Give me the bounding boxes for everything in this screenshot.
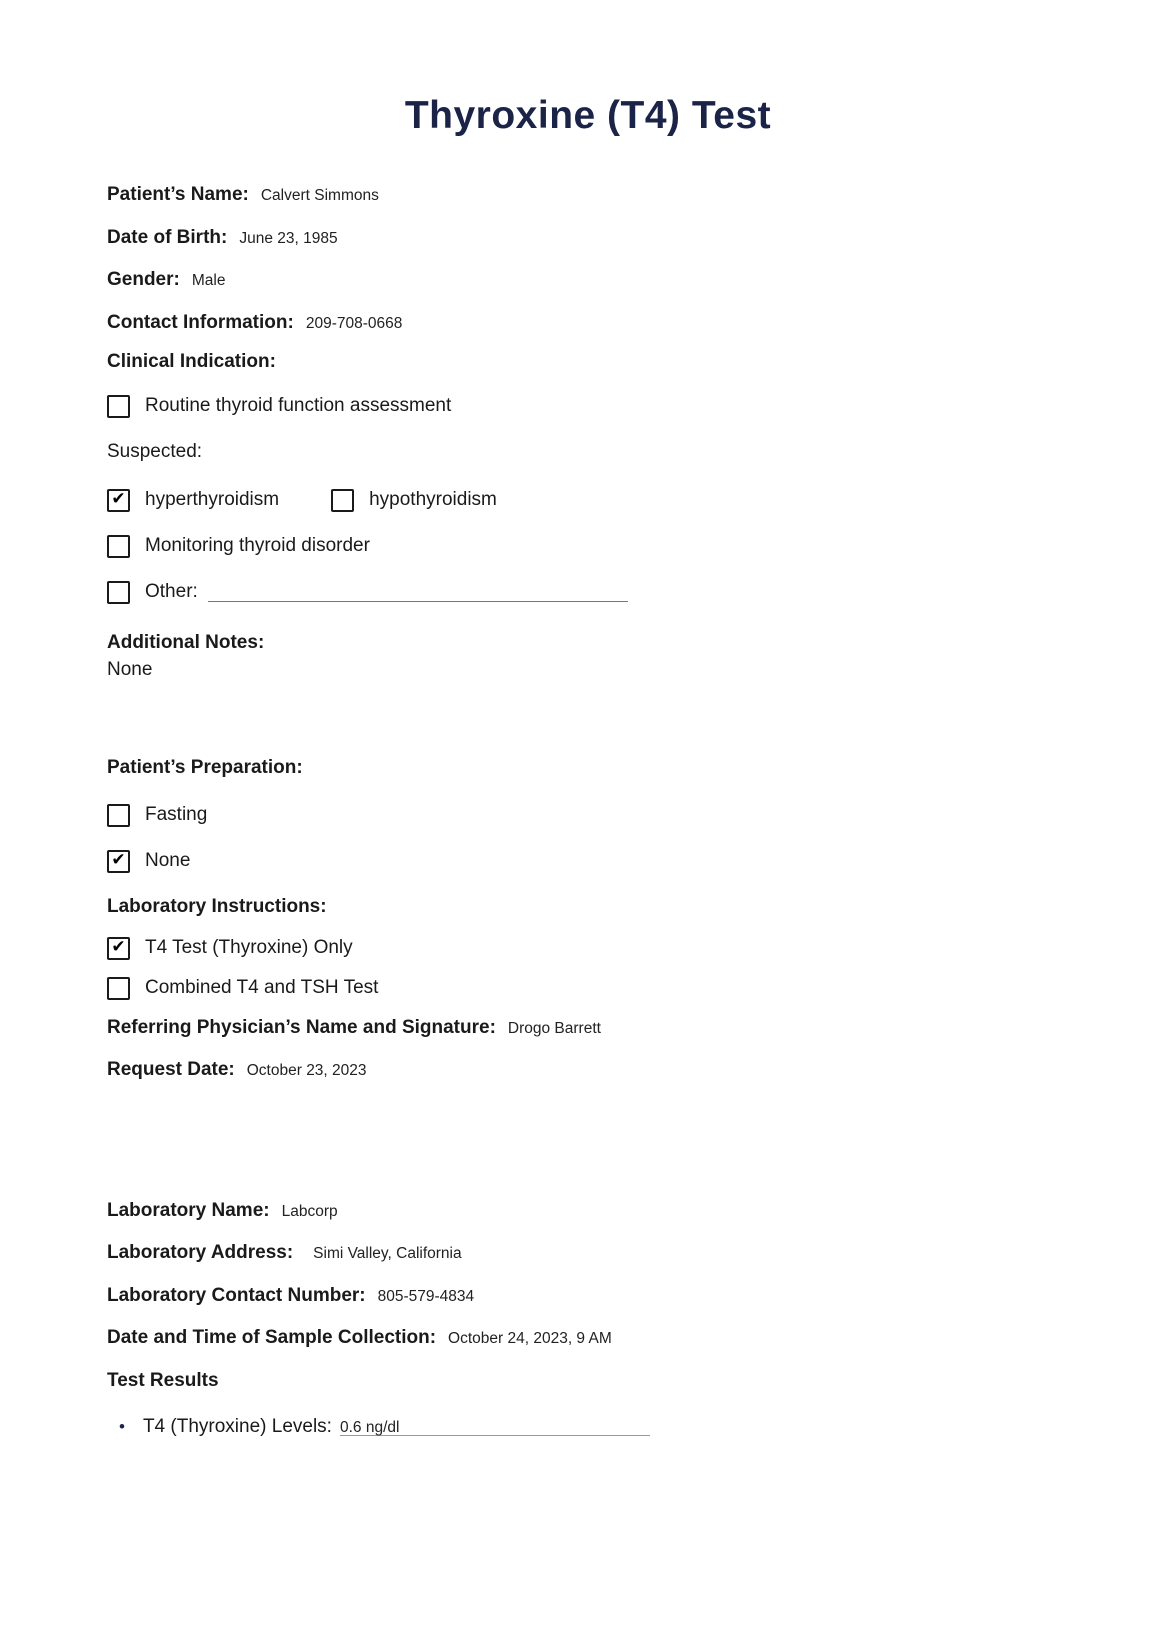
- t4-result-row: [107, 1416, 1069, 1438]
- t4-result-label: T4 (Thyroxine) Levels:: [142, 1415, 332, 1437]
- lab-contact-label: Laboratory Contact Number:: [107, 1284, 366, 1306]
- t4-only-checkbox[interactable]: [107, 937, 130, 960]
- lab-instructions-heading: Laboratory Instructions:: [107, 895, 327, 917]
- lab-address-label: Laboratory Address:: [107, 1242, 294, 1263]
- check-icon: ✔: [111, 488, 126, 509]
- request-date-label: Request Date:: [107, 1059, 235, 1080]
- other-input-line[interactable]: [208, 582, 628, 602]
- prep-none-checkbox[interactable]: [107, 850, 130, 873]
- request-date-value[interactable]: October 23, 2023: [246, 1062, 367, 1079]
- monitoring-checkbox[interactable]: [107, 535, 130, 558]
- section-spacer: [107, 681, 1069, 757]
- additional-notes-value[interactable]: None: [107, 658, 153, 680]
- t4-result-line[interactable]: [340, 1416, 650, 1436]
- physician-value[interactable]: Drogo Barrett: [507, 1019, 601, 1037]
- physician-label: Referring Physician’s Name and Signature:: [107, 1016, 496, 1038]
- routine-assessment-checkbox[interactable]: [107, 395, 130, 418]
- other-option: [107, 581, 1069, 604]
- contact-value[interactable]: 209-708-0668: [305, 314, 403, 332]
- check-icon: ✔: [111, 936, 126, 957]
- fasting-option: [107, 804, 1069, 827]
- test-results-heading: Test Results: [107, 1369, 219, 1391]
- routine-assessment-option: [107, 395, 1069, 418]
- sample-collection-label: Date and Time of Sample Collection:: [107, 1327, 437, 1348]
- preparation-heading: Patient’s Preparation:: [107, 756, 303, 778]
- contact-label: Contact Information:: [107, 311, 294, 333]
- t4-only-label: T4 Test (Thyroxine) Only: [145, 937, 353, 958]
- other-checkbox[interactable]: [107, 581, 130, 604]
- suspected-options-row: [107, 489, 1069, 512]
- additional-notes-heading: Additional Notes:: [107, 631, 265, 653]
- gender-value[interactable]: Male: [191, 272, 226, 289]
- sample-collection-row: [107, 1327, 1069, 1349]
- combined-test-label: Combined T4 and TSH Test: [145, 977, 379, 998]
- contact-row: [107, 312, 1069, 334]
- patient-name-label: Patient’s Name:: [107, 184, 249, 205]
- lab-contact-value[interactable]: 805-579-4834: [377, 1287, 475, 1305]
- patient-name-value[interactable]: Calvert Simmons: [260, 187, 379, 204]
- monitoring-option: [107, 535, 1069, 558]
- t4-result-value: 0.6 ng/dl: [339, 1418, 400, 1436]
- lab-contact-row: [107, 1285, 1069, 1307]
- check-icon: ✔: [111, 849, 126, 870]
- hypothyroidism-option: [331, 489, 497, 512]
- lab-address-value[interactable]: Simi Valley, California: [313, 1245, 462, 1262]
- gender-label: Gender:: [107, 269, 180, 290]
- sample-collection-value[interactable]: October 24, 2023, 9 AM: [448, 1330, 612, 1347]
- monitoring-label: Monitoring thyroid disorder: [145, 535, 370, 556]
- lab-name-value[interactable]: Labcorp: [281, 1202, 338, 1220]
- other-label: Other:: [145, 581, 198, 602]
- combined-test-checkbox[interactable]: [107, 977, 130, 1000]
- prep-none-label: None: [145, 850, 191, 871]
- hypothyroidism-checkbox[interactable]: [331, 489, 354, 512]
- clinical-indication-heading: Clinical Indication:: [107, 350, 276, 372]
- dob-row: [107, 227, 1069, 249]
- prep-none-option: [107, 850, 1069, 873]
- combined-test-option: [107, 977, 1069, 1000]
- page-title: Thyroxine (T4) Test: [404, 94, 772, 137]
- lab-address-row: [107, 1242, 1069, 1264]
- gender-row: [107, 269, 1069, 291]
- lab-name-row: [107, 1200, 1069, 1222]
- routine-assessment-label: Routine thyroid function assessment: [145, 395, 452, 416]
- hyperthyroidism-label: hyperthyroidism: [145, 489, 280, 510]
- suspected-label: Suspected:: [107, 440, 203, 462]
- dob-label: Date of Birth:: [107, 226, 228, 248]
- dob-value[interactable]: June 23, 1985: [239, 229, 338, 247]
- bullet-icon: •: [119, 1416, 125, 1436]
- patient-name-row: [107, 184, 1069, 206]
- physician-row: [107, 1017, 1069, 1039]
- hyperthyroidism-checkbox[interactable]: [107, 489, 130, 512]
- hypothyroidism-label: hypothyroidism: [369, 489, 497, 510]
- lab-name-label: Laboratory Name:: [107, 1199, 270, 1221]
- section-spacer: [107, 1102, 1069, 1200]
- fasting-label: Fasting: [145, 804, 208, 825]
- request-date-row: [107, 1059, 1069, 1081]
- t4-only-option: [107, 937, 1069, 960]
- fasting-checkbox[interactable]: [107, 804, 130, 827]
